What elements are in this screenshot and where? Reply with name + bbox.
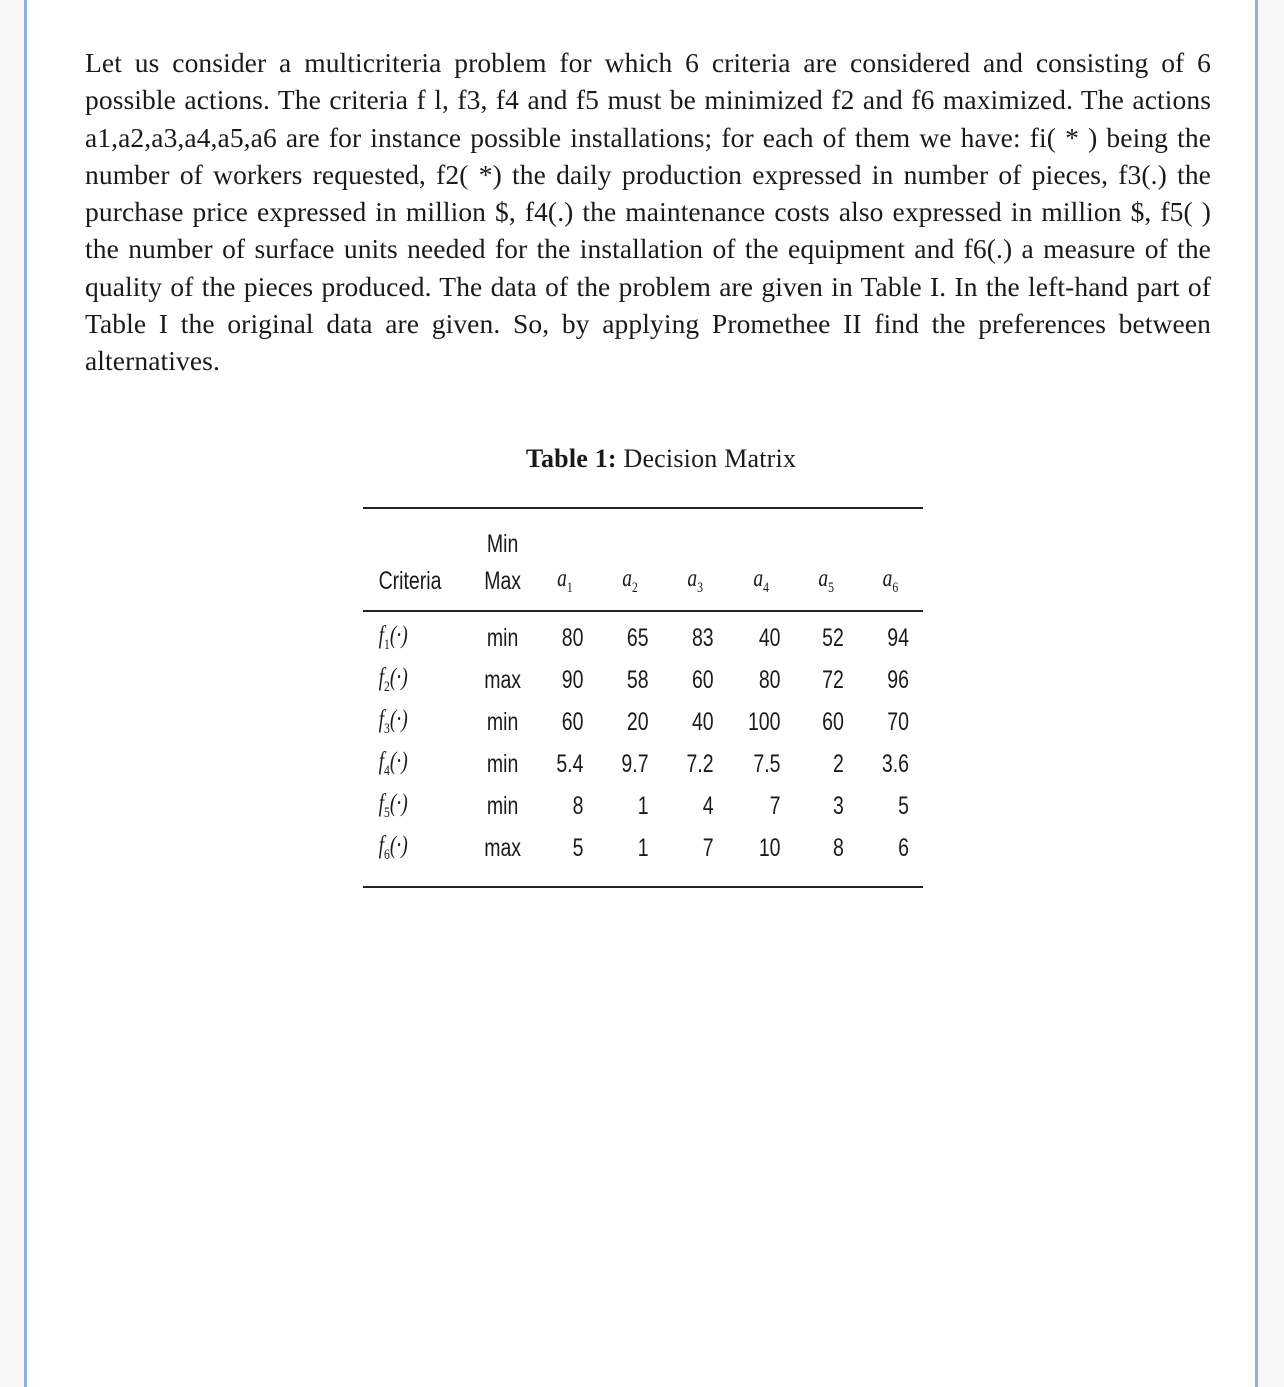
problem-statement: Let us consider a multicriteria problem for which 6 criteria are considered and consisting of 6 possible actions. The criteria f l, f3, f4 and f5 must be minimized f2 and f6 maximized. The actions a1,a2,a3,a4,a5,a6 are for instance possible installations; for each of them we have: fi( * ) being the number of workers requested, f2( *) the daily production expressed in number of pieces, f3(.) the purchase price expressed in million $, f4(.) the maintenance costs also expressed in million $, f5( ) the number of surface units needed for the installation of the equipment and f6(.) a measure of the quality of the pieces produced. The data of the problem are given in Table I. In the left-hand part of Table I the original data are given. So, by applying Promethee II find the preferences between alternatives.: [85, 47, 1211, 377]
cell-value: 6: [898, 833, 909, 862]
cell-value: 7: [702, 833, 714, 862]
cell-value: 70: [887, 707, 909, 736]
header-criteria: Criteria: [378, 566, 442, 595]
criterion-direction: min: [486, 707, 519, 736]
cell-value: 8: [572, 791, 584, 820]
header-min: Min: [486, 530, 519, 558]
left-gutter: [0, 0, 24, 1387]
header-alt-5: $a_5$: [818, 565, 835, 596]
cell-value: 20: [626, 707, 649, 736]
cell-value: 1: [637, 833, 649, 862]
criterion-label: $f_3(\cdot)$: [378, 706, 408, 737]
header-alt-3: $a_3$: [687, 565, 703, 596]
cell-value: 60: [691, 665, 714, 694]
cell-value: 60: [561, 707, 584, 736]
cell-value: 4: [702, 791, 714, 820]
criterion-label: $f_4(\cdot)$: [378, 748, 408, 779]
table-bottom-rule: [363, 886, 923, 888]
header-alt-1: $a_1$: [557, 565, 573, 596]
cell-value: 10: [758, 833, 781, 862]
criterion-direction: min: [486, 749, 519, 778]
cell-value: 65: [626, 623, 649, 652]
criterion-direction: max: [484, 665, 522, 694]
cell-value: 5.4: [556, 749, 584, 778]
cell-value: 8: [833, 833, 844, 862]
document-page: [24, 0, 1258, 1387]
header-alt-6: $a_6$: [882, 565, 899, 596]
criterion-label: $f_6(\cdot)$: [378, 832, 408, 863]
cell-value: 100: [747, 707, 781, 736]
cell-value: 7.2: [686, 749, 714, 778]
criterion-label: $f_2(\cdot)$: [378, 664, 408, 695]
cell-value: 3.6: [881, 749, 909, 778]
cell-value: 5: [898, 791, 909, 820]
header-min-row: [363, 521, 923, 559]
cell-value: 40: [691, 707, 714, 736]
cell-value: 2: [833, 749, 844, 778]
header-alt-4: $a_4$: [753, 565, 769, 596]
cell-value: 58: [626, 665, 649, 694]
cell-value: 5: [572, 833, 584, 862]
cell-value: 90: [561, 665, 584, 694]
cell-value: 40: [758, 623, 781, 652]
cell-value: 94: [887, 623, 909, 652]
header-alt-2: $a_2$: [622, 565, 638, 596]
caption-label: Table 1:: [525, 444, 617, 473]
caption-title: Decision Matrix: [623, 444, 797, 473]
criterion-direction: min: [486, 791, 519, 820]
cell-value: 83: [691, 623, 714, 652]
criterion-label: $f_5(\cdot)$: [378, 790, 408, 821]
cell-value: 7.5: [753, 749, 781, 778]
table-row: [363, 743, 923, 785]
cell-value: 60: [822, 707, 844, 736]
table-row: [363, 617, 923, 659]
table-row: [363, 701, 923, 743]
cell-value: 96: [887, 665, 909, 694]
table-row: [363, 659, 923, 701]
criterion-direction: max: [484, 833, 522, 862]
table-top-rule: [363, 507, 923, 509]
criterion-label: $f_1(\cdot)$: [378, 622, 408, 653]
cell-value: 52: [822, 623, 844, 652]
cell-value: 3: [833, 791, 844, 820]
cell-value: 72: [822, 665, 844, 694]
right-gutter: [1258, 0, 1284, 1387]
table-row: [363, 827, 923, 869]
criterion-direction: min: [486, 623, 519, 652]
header-max: Max: [484, 566, 522, 595]
table-row: [363, 785, 923, 827]
decision-matrix-table: [363, 521, 923, 869]
cell-value: 7: [769, 791, 781, 820]
cell-value: 1: [637, 791, 649, 820]
cell-value: 80: [561, 623, 584, 652]
table-caption: [27, 444, 1255, 474]
header-row: [363, 559, 923, 603]
cell-value: 9.7: [621, 749, 649, 778]
cell-value: 80: [758, 665, 781, 694]
